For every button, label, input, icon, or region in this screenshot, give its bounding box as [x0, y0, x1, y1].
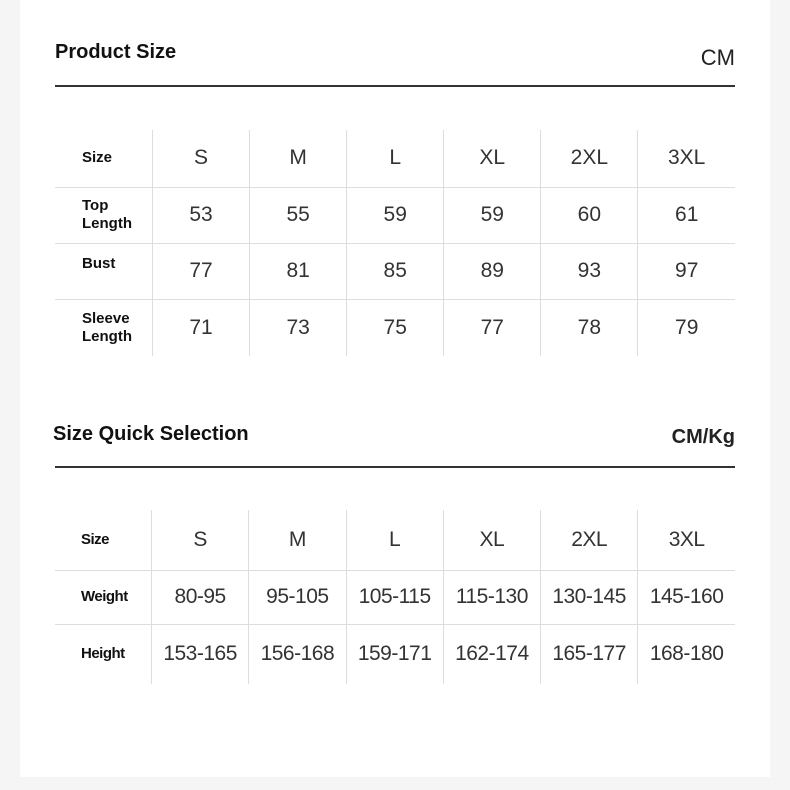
size-header-2xl: 2XL	[541, 510, 638, 570]
quick-selection-unit: CM/Kg	[671, 426, 735, 448]
size-header-2xl: 2XL	[541, 130, 638, 187]
value-cell: 59	[444, 187, 541, 243]
divider	[55, 466, 735, 468]
product-size-title: Product Size	[55, 41, 177, 63]
size-header-m: M	[250, 130, 347, 187]
size-header-l: L	[347, 130, 444, 187]
value-cell: 159-171	[346, 624, 443, 684]
value-cell: 145-160	[638, 570, 735, 624]
product-size-table	[55, 130, 735, 356]
value-cell: 80-95	[152, 570, 249, 624]
value-cell: 60	[541, 187, 638, 243]
table-row	[55, 299, 735, 356]
value-cell: 55	[250, 187, 347, 243]
value-cell: 61	[638, 187, 735, 243]
row-label-line: Top	[82, 197, 109, 214]
value-cell: 162-174	[443, 624, 540, 684]
value-cell: 71	[153, 299, 250, 356]
table-row	[55, 624, 735, 684]
row-label-line: Length	[82, 327, 132, 345]
value-cell: 168-180	[638, 624, 735, 684]
table-row	[55, 570, 735, 624]
size-header-s: S	[152, 510, 249, 570]
value-cell: 153-165	[152, 624, 249, 684]
size-header-3xl: 3XL	[638, 130, 735, 187]
value-cell: 165-177	[541, 624, 638, 684]
value-cell: 115-130	[443, 570, 540, 624]
value-cell: 97	[638, 243, 735, 299]
table-row	[55, 243, 735, 299]
value-cell: 156-168	[249, 624, 346, 684]
product-size-unit: CM	[700, 45, 735, 70]
value-cell: 85	[347, 243, 444, 299]
value-cell: 89	[444, 243, 541, 299]
value-cell: 78	[541, 299, 638, 356]
value-cell: 73	[250, 299, 347, 356]
size-header-m: M	[249, 510, 346, 570]
quick-selection-table	[55, 510, 735, 684]
value-cell: 79	[638, 299, 735, 356]
row-label-line: Bust	[82, 255, 116, 272]
row-label: Size	[82, 149, 113, 167]
row-label-line: Length	[82, 215, 132, 232]
row-label	[55, 243, 153, 299]
row-label	[55, 299, 153, 356]
value-cell: 130-145	[541, 570, 638, 624]
value-cell: 93	[541, 243, 638, 299]
value-cell: 75	[347, 299, 444, 356]
row-label: Weight	[55, 570, 152, 624]
value-cell: 105-115	[346, 570, 443, 624]
size-header-xl: XL	[443, 510, 540, 570]
header-row	[55, 130, 735, 187]
value-cell: 59	[347, 187, 444, 243]
divider	[55, 85, 735, 87]
quick-selection-title: Size Quick Selection	[53, 423, 249, 445]
value-cell: 77	[153, 243, 250, 299]
value-cell: 77	[444, 299, 541, 356]
row-label-line: Sleeve	[82, 309, 130, 327]
header-row	[55, 510, 735, 570]
value-cell: 81	[250, 243, 347, 299]
row-label: Height	[55, 624, 152, 684]
size-header-xl: XL	[444, 130, 541, 187]
size-header-3xl: 3XL	[638, 510, 735, 570]
size-header-l: L	[346, 510, 443, 570]
size-header-s: S	[153, 130, 250, 187]
row-label: Size	[81, 530, 110, 548]
value-cell: 53	[153, 187, 250, 243]
row-label	[55, 187, 153, 243]
value-cell: 95-105	[249, 570, 346, 624]
table-row	[55, 187, 735, 243]
